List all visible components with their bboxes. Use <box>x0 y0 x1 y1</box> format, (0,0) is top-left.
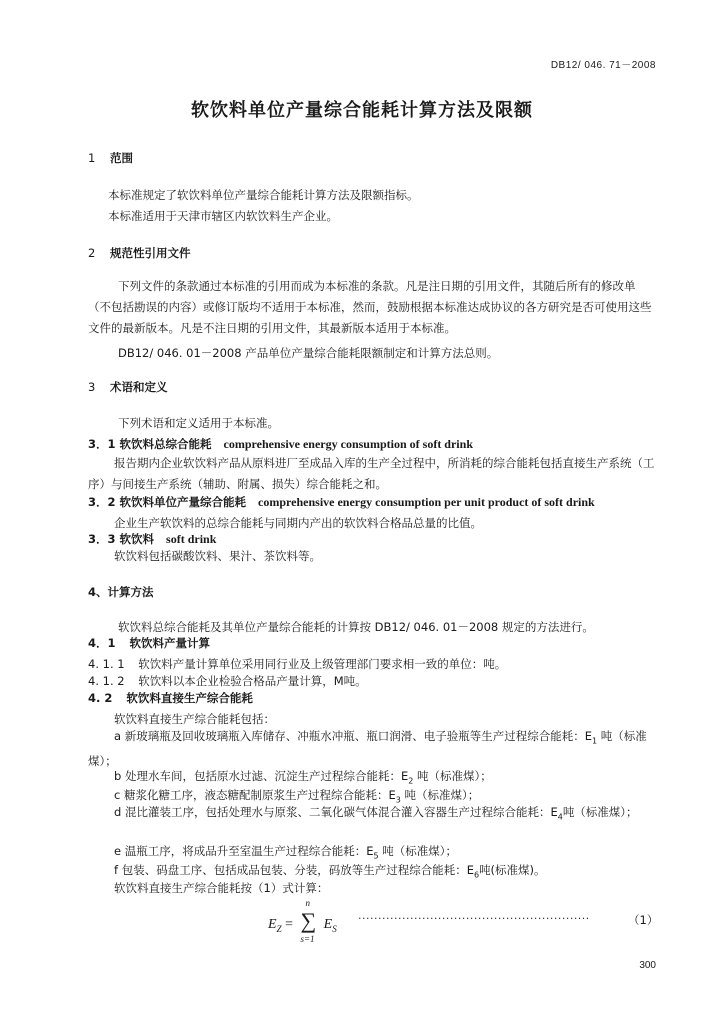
reference-document: DB12/ 046. 01－2008 产品单位产量综合能耗限额制定和计算方法总则。 <box>118 346 499 360</box>
clause-number: 4．1 <box>88 636 116 650</box>
section-number: 2 <box>88 246 96 260</box>
summation-upper-limit: n <box>305 898 310 908</box>
term-number: 3．3 <box>88 532 116 546</box>
clause-4-1-1 <box>88 656 506 672</box>
scope-paragraph-1: 本标准规定了软饮料单位产量综合能耗计算方法及限额指标。 <box>108 188 419 202</box>
section-3-heading <box>88 379 168 395</box>
term-3-3-definition: 软饮料包括碳酸饮料、果汁、茶饮料等。 <box>114 549 321 563</box>
section-title: 术语和定义 <box>110 380 168 394</box>
list-item-b <box>114 768 492 785</box>
terms-intro: 下列术语和定义适用于本标准。 <box>118 416 279 430</box>
term-chinese: 软饮料 <box>119 532 155 546</box>
clause-4-1-heading <box>88 635 210 651</box>
item-subscript: 6 <box>473 870 480 880</box>
item-text: d 混比灌装工序，包括处理水与原浆、二氧化碳气体混合灌入容器生产过程综合能耗：E <box>114 805 558 819</box>
equation-1 <box>268 898 337 944</box>
item-text: c 糖浆化糖工序，液态糖配制原浆生产过程综合能耗：E <box>114 788 396 802</box>
summation-symbol <box>300 898 317 944</box>
section-2-heading <box>88 245 191 261</box>
sigma-glyph: ∑ <box>300 908 317 933</box>
list-item-e <box>114 843 457 860</box>
item-unit: 吨（标准煤）； <box>413 769 492 783</box>
term-number: 3．2 <box>88 495 116 509</box>
formula-rhs: E <box>323 917 333 932</box>
term-3-3-heading <box>88 531 216 547</box>
clause-4-1-2 <box>88 673 367 689</box>
section-number: 3 <box>88 380 96 394</box>
term-3-1-definition: 报告期内企业软饮料产品从原料进厂至成品入库的生产全过程中，所消耗的综合能耗包括直接生产系统（工序）与间接生产系统（辅助、附属、损失）综合能耗之和。 <box>88 456 655 491</box>
formula-intro: 软饮料直接生产综合能耗按（1）式计算： <box>114 881 329 895</box>
term-3-2-definition: 企业生产软饮料的总综合能耗与同期内产出的软饮料合格品总量的比值。 <box>114 516 482 530</box>
clause-text: 软饮料产量计算单位采用同行业及上级管理部门要求相一致的单位：吨。 <box>138 657 507 671</box>
clause-title: 软饮料直接生产综合能耗 <box>126 691 253 705</box>
references-paragraph: 下列文件的条款通过本标准的引用而成为本标准的条款。凡是注日期的引用文件，其随后所有的修改单（不包括勘误的内容）或修订版均不适用于本标准，然而，鼓励根据本标准达成协议的各方研究是否可使用这些文件的最新版本。凡是不注日期的引用文件，其最新版本适用于本标准。 <box>88 279 652 335</box>
term-english: soft drink <box>166 532 217 546</box>
item-unit: 吨（标准煤）； <box>562 805 638 819</box>
term-english: comprehensive energy consumption of soft drink <box>223 437 473 451</box>
item-unit: 吨（标准煤）； <box>88 729 647 769</box>
item-text: a 新玻璃瓶及回收玻璃瓶入库储存、冲瓶水冲瓶、瓶口润滑、电子验瓶等生产过程综合能耗：E <box>114 729 592 743</box>
item-unit: 吨（标准煤）； <box>378 844 457 858</box>
item-unit: 吨（标准煤）； <box>400 788 480 802</box>
calculation-intro: 软饮料总综合能耗及其单位产量综合能耗的计算按 DB12/ 046. 01－2008 规定的方法进行。 <box>118 620 594 634</box>
equation-leader-dots: ·························································· <box>358 912 590 925</box>
item-subscript: 4 <box>557 812 563 822</box>
formula-rhs-subscript: S <box>332 923 337 934</box>
item-subscript: 2 <box>408 776 414 786</box>
document-title: 软饮料单位产量综合能耗计算方法及限额 <box>191 100 533 121</box>
scope-paragraph-2: 本标准适用于天津市辖区内软饮料生产企业。 <box>108 209 338 223</box>
section-1-heading <box>88 150 133 166</box>
list-item-f <box>114 862 546 879</box>
clause-number: 4. 1. 1 <box>88 657 125 671</box>
term-number: 3．1 <box>88 437 116 451</box>
page-number: 300 <box>639 960 656 971</box>
section-title: 范围 <box>110 151 134 165</box>
item-text: f 包装、码盘工序、包括成品包装、分装，码放等生产过程综合能耗：E <box>114 863 474 877</box>
term-3-2-heading <box>88 494 595 510</box>
list-item-d <box>88 802 658 827</box>
formula-lhs: E <box>268 917 277 932</box>
term-3-1-heading <box>88 436 473 452</box>
formula-lhs-subscript: Z <box>276 923 282 934</box>
item-unit: 吨(标准煤)。 <box>479 863 546 877</box>
section-4-heading: 4、计算方法 <box>88 585 154 599</box>
list-item-a <box>88 726 658 772</box>
clause-title: 软饮料产量计算 <box>129 636 211 650</box>
section-title: 规范性引用文件 <box>110 246 191 260</box>
section-number: 1 <box>88 151 96 165</box>
term-english: comprehensive energy consumption per unit product of soft drink <box>258 495 595 509</box>
term-chinese: 软饮料单位产量综合能耗 <box>119 495 247 509</box>
clause-number: 4. 2 <box>88 691 113 705</box>
clause-text: 软饮料以本企业检验合格品产量计算，M吨。 <box>138 674 367 688</box>
direct-energy-intro: 软饮料直接生产综合能耗包括： <box>114 712 275 726</box>
clause-4-2-heading <box>88 690 253 706</box>
item-subscript: 1 <box>591 736 598 746</box>
item-subscript: 3 <box>395 795 401 805</box>
standard-code: DB12/ 046. 71－2008 <box>550 60 656 71</box>
formula-equals: = <box>285 917 293 932</box>
item-text: e 温瓶工序，将成品升至室温生产过程综合能耗：E <box>114 844 374 858</box>
clause-number: 4. 1. 2 <box>88 674 125 688</box>
item-text: b 处理水车间，包括原水过滤、沉淀生产过程综合能耗：E <box>114 769 409 783</box>
equation-number: （1） <box>628 913 659 927</box>
item-subscript: 5 <box>373 851 379 861</box>
term-chinese: 软饮料总综合能耗 <box>119 437 212 451</box>
summation-lower-limit: s=1 <box>300 934 315 944</box>
